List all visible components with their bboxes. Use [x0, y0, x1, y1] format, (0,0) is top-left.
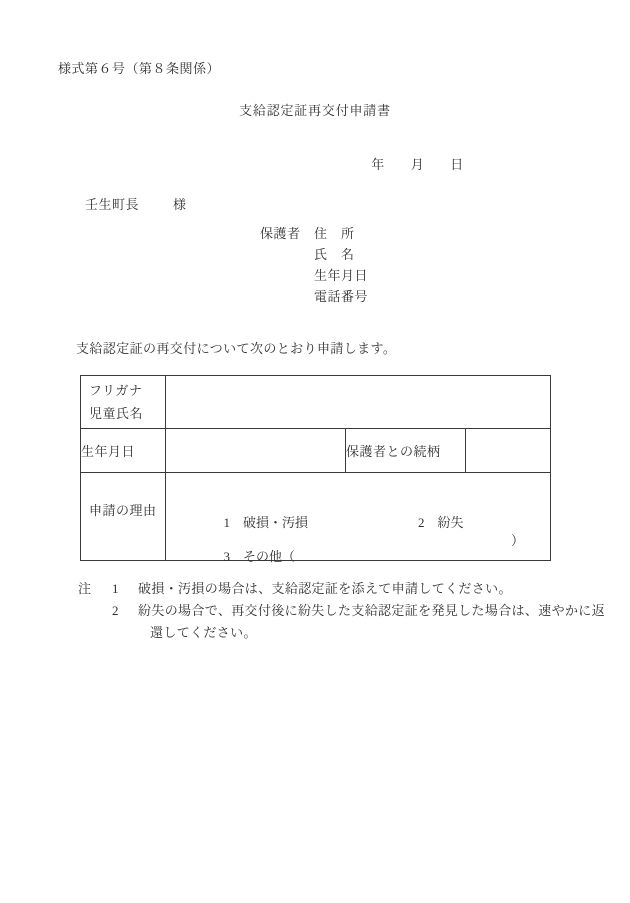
child-name-input-cell[interactable]: [166, 376, 551, 429]
date-day-label: 日: [450, 157, 464, 172]
table-row-reason: [81, 473, 551, 561]
note-1-text: 破損・汚損の場合は、支給認定証を添えて申請してください。: [138, 581, 512, 596]
form-number: 様式第６号（第８条関係）: [58, 61, 221, 76]
reason-option-2-number: 2: [418, 515, 425, 530]
guardian-birthdate-label: 生年月日: [314, 268, 369, 283]
child-name-label-cell: [81, 376, 166, 429]
reason-option-1[interactable]: 破損・汚損: [243, 515, 309, 530]
notes-marker: 注: [78, 581, 92, 596]
reason-option-1-number: 1: [223, 515, 230, 530]
guardian-row-address: [260, 223, 368, 244]
date-month-label: 月: [410, 157, 425, 172]
reason-option-3-close-paren: ）: [511, 533, 525, 548]
reason-option-3-number: 3: [223, 549, 230, 564]
reason-options-line-2: [178, 530, 295, 581]
reason-label: 申請の理由: [89, 503, 157, 518]
note-2-text: 紛失の場合で、再交付後に紛失した支給認定証を発見した場合は、速やかに返: [138, 603, 605, 618]
date-year-label: 年: [371, 157, 385, 172]
note-2-continuation: 還してください。: [150, 625, 257, 640]
relationship-input-cell[interactable]: [466, 429, 551, 473]
child-birthdate-input-cell[interactable]: [166, 429, 346, 473]
notes-section: [78, 578, 605, 644]
addressee-line: [70, 185, 187, 224]
document-title: 支給認定証再交付申請書: [239, 103, 391, 118]
date-line: [0, 145, 630, 184]
note-item: [78, 600, 605, 622]
note-item: [78, 578, 605, 600]
guardian-phone-label: 電話番号: [314, 289, 369, 304]
reason-option-2[interactable]: 紛失: [437, 515, 464, 530]
note-2-index: 2: [112, 603, 119, 618]
relationship-label: 保護者との続柄: [346, 429, 466, 473]
note-1-index: 1: [112, 581, 119, 596]
table-row-birthdate: [81, 429, 551, 473]
application-table: [80, 375, 551, 564]
reason-options-cell: [166, 473, 551, 564]
addressee-honorific: 様: [173, 197, 187, 212]
reason-option-3[interactable]: その他（: [243, 549, 296, 564]
guardian-name-label: 氏 名: [314, 247, 355, 262]
reason-label-cell: [81, 473, 166, 561]
table-row-child-name: [81, 376, 551, 429]
addressee-recipient: 壬生町長: [85, 197, 140, 212]
child-birthdate-label: 生年月日: [81, 429, 166, 473]
guardian-row-phone: [260, 286, 368, 307]
guardian-heading: 保護者: [260, 226, 301, 241]
guardian-block: [260, 223, 368, 307]
guardian-row-name: [260, 244, 368, 265]
furigana-label: フリガナ: [89, 383, 143, 398]
guardian-address-label: 住 所: [314, 226, 355, 241]
guardian-row-birthdate: [260, 265, 368, 286]
child-name-label: 児童氏名: [89, 406, 144, 421]
application-statement: 支給認定証の再交付について次のとおり申請します。: [76, 341, 397, 356]
